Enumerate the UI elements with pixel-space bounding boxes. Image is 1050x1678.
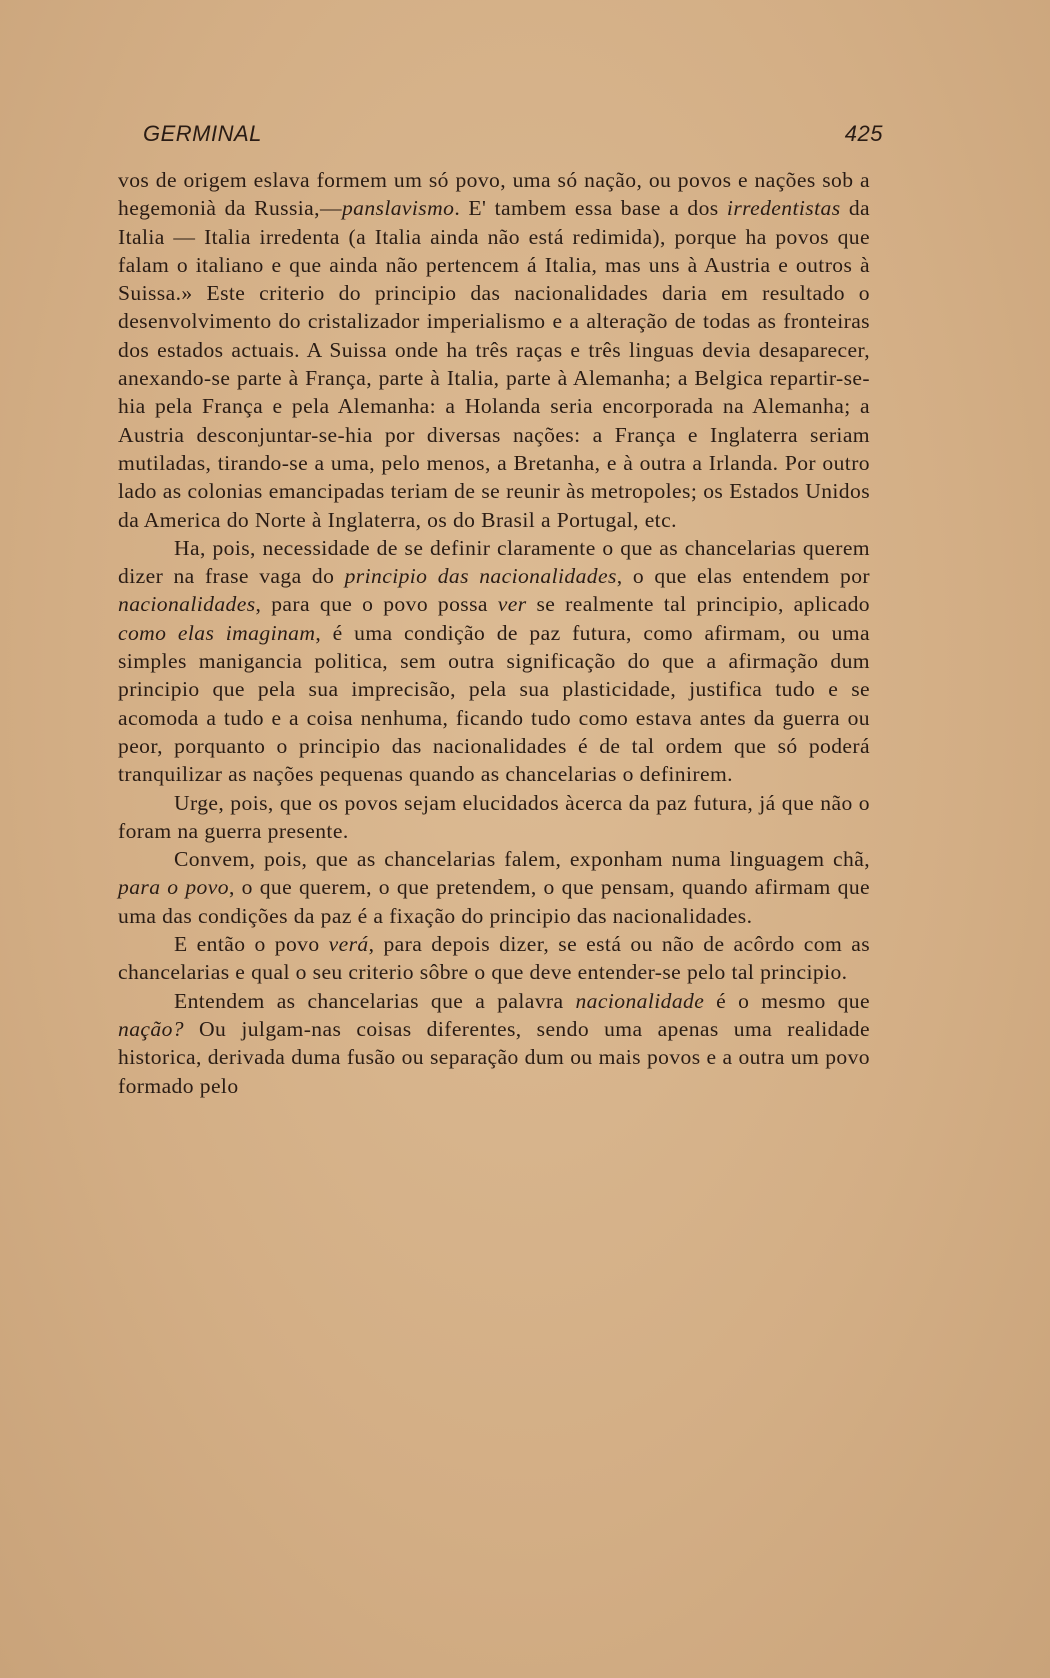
emphasis: principio das nacionalidades [344,564,617,589]
emphasis: irredentistas [726,196,841,221]
emphasis: para o povo [118,875,229,900]
emphasis: nacionalidade [575,988,705,1013]
journal-title: GERMINAL [143,121,262,146]
paragraph: E então o povo verá, para depois dizer, se está ou não de acôrdo com as chancelarias e qual o seu criterio sôbre o que deve entender-se pelo tal principio. [118,932,870,985]
emphasis: panslavismo [341,196,455,221]
emphasis: como elas imaginam [118,620,316,645]
running-header [143,121,883,151]
paragraph: Entendem as chancelarias que a palavra nacionalidade é o mesmo que nação? Ou julgam-nas coisas diferentes, sendo uma apenas uma realidade historica, derivada duma fusão ou separação dum ou mais povos e a outra um povo formado pelo [118,988,870,1098]
emphasis: nacionalidades [118,592,256,617]
paragraph: Convem, pois, que as chancelarias falem, exponham numa linguagem chã, para o povo, o que querem, o que pretendem, o que pensam, quando afirmam que uma das condições da paz é a fixação do principio das nacionalidades. [118,847,870,928]
paragraph: vos de origem eslava formem um só povo, uma só nação, ou povos e nações sob a hegemonià da Russia,—panslavismo. E' tambem essa base a dos irredentistas da Italia — Italia irredenta (a Italia ainda não está redimida), porque ha povos que falam o italiano e que ainda não pertencem á Italia, mas uns à Austria e outros à Suissa.» Este criterio do principio das nacionalidades daria em resultado o desenvolvimento do cristalizador imperialismo e a alteração de todas as fronteiras dos estados actuais. A Suissa onde ha três raças e três linguas devia desaparecer, anexando-se parte à França, parte à Italia, parte à Alemanha; a Belgica repartir-se-hia pela França e pela Alemanha: a Holanda seria encorporada na Alemanha; a Austria desconjuntar-se-hia por diversas nações: a França e Inglaterra seriam mutiladas, tirando-se a uma, pelo menos, a Bretanha, e à outra a Irlanda. Por outro lado as colonias emancipadas teriam de se reunir às metropoles; os Estados Unidos da America do Norte à Inglaterra, os do Brasil a Portugal, etc. [118,168,870,532]
emphasis: nação? [118,1016,184,1041]
emphasis: ver [497,592,527,617]
page-number: 425 [844,121,883,146]
paragraph: Ha, pois, necessidade de se definir claramente o que as chancelarias querem dizer na frase vaga do principio das nacionalidades, o que elas entendem por nacionalidades, para que o povo possa ver se realmente tal principio, aplicado como elas imaginam, é uma condição de paz futura, como afirmam, ou uma simples manigancia politica, sem outra significação do que a afirmação dum principio que pela sua imprecisão, pela sua plasticidade, justifica tudo e se acomoda a tudo e a coisa nenhuma, ficando tudo como estava antes da guerra ou peor, porquanto o principio das nacionalidades é de tal ordem que só poderá tranquilizar as nações pequenas quando as chancelarias o definirem. [118,535,870,787]
paragraph: Urge, pois, que os povos sejam elucidados àcerca da paz futura, já que não o foram na guerra presente. [118,790,870,843]
emphasis: verá [328,932,369,957]
body-text [118,166,870,1100]
